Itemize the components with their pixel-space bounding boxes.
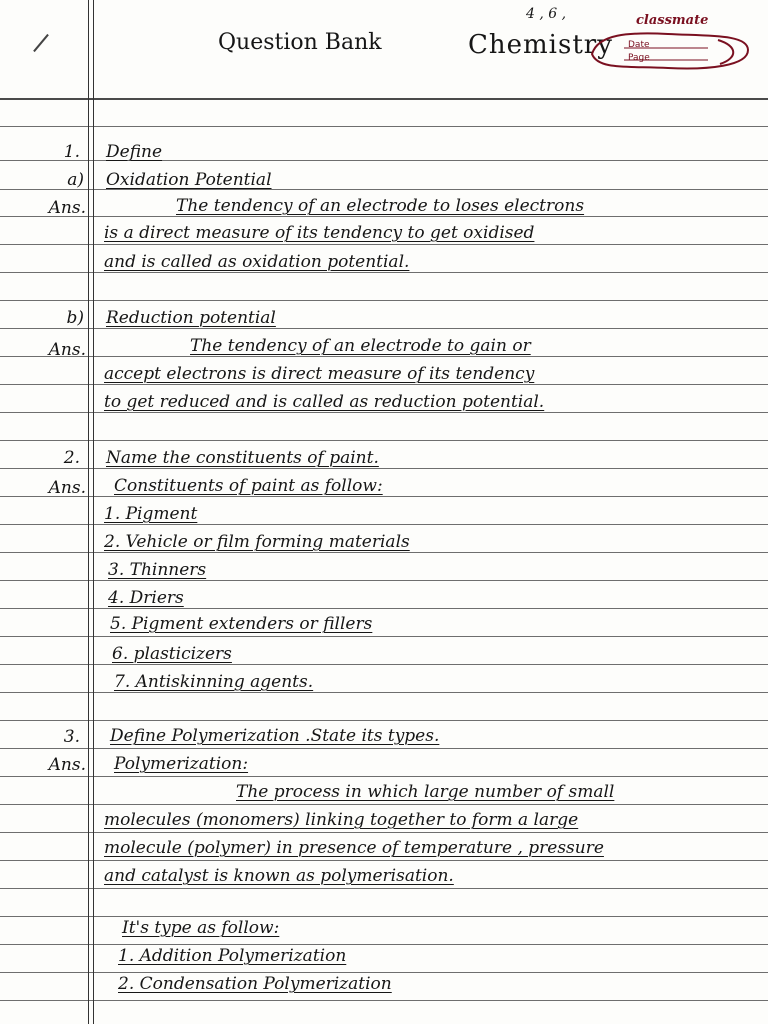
answer-intro: Constituents of paint as follow: [114, 476, 383, 496]
ruled-line [0, 580, 768, 581]
ruled-line [0, 720, 768, 721]
ruled-line [0, 440, 768, 441]
corner-note: 4 , 6 , [526, 6, 567, 22]
ruled-line [0, 412, 768, 413]
answer-line: and catalyst is known as polymerisation. [104, 866, 454, 886]
answer-label: Ans. [48, 478, 86, 498]
pen-mark [33, 34, 49, 52]
ruled-line [0, 860, 768, 861]
ruled-line [0, 916, 768, 917]
ruled-line [0, 216, 768, 217]
ruled-line [0, 496, 768, 497]
answer-line: accept electrons is direct measure of its tendency [104, 364, 535, 384]
answer-label: Ans. [48, 755, 86, 775]
brand-name: classmate [636, 13, 709, 28]
types-intro: It's type as follow: [122, 918, 280, 938]
classmate-logo [588, 28, 752, 74]
answer-line: The tendency of an electrode to loses electrons [176, 196, 585, 216]
part-label: a) [67, 170, 84, 190]
ruled-line [0, 944, 768, 945]
ruled-line [0, 804, 768, 805]
subject-title: Chemistry [468, 30, 613, 60]
question-number: 3. [63, 727, 80, 747]
ruled-line [0, 832, 768, 833]
ruled-line [0, 272, 768, 273]
header-rule [0, 98, 768, 100]
page-label: Page [628, 53, 650, 63]
margin-line [93, 0, 94, 1024]
term-heading: Oxidation Potential [106, 170, 272, 190]
list-item: 3. Thinners [108, 560, 207, 580]
answer-line: The process in which large number of small [236, 782, 615, 802]
ruled-line [0, 244, 768, 245]
answer-line: and is called as oxidation potential. [104, 252, 410, 272]
ruled-line [0, 384, 768, 385]
ruled-line [0, 356, 768, 357]
question-text: Name the constituents of paint. [106, 448, 379, 468]
ruled-line [0, 552, 768, 553]
part-label: b) [66, 308, 84, 328]
ruled-line [0, 300, 768, 301]
ruled-line [0, 328, 768, 329]
question-number: 1. [63, 142, 80, 162]
list-item: 1. Addition Polymerization [118, 946, 347, 966]
ruled-line [0, 608, 768, 609]
list-item: 4. Driers [108, 588, 184, 608]
ruled-line [0, 972, 768, 973]
list-item: 6. plasticizers [112, 644, 232, 664]
ruled-line [0, 748, 768, 749]
term-heading: Polymerization: [114, 754, 249, 774]
margin-line [88, 0, 89, 1024]
answer-label: Ans. [48, 340, 86, 360]
page-title: Question Bank [218, 30, 382, 55]
answer-line: molecules (monomers) linking together to form a large [104, 810, 579, 830]
ruled-line [0, 636, 768, 637]
list-item: 5. Pigment extenders or fillers [110, 614, 373, 634]
answer-label: Ans. [48, 198, 86, 218]
answer-line: molecule (polymer) in presence of temperature , pressure [104, 838, 604, 858]
ruled-line [0, 888, 768, 889]
list-item: 7. Antiskinning agents. [114, 672, 314, 692]
question-text: Define Polymerization .State its types. [110, 726, 440, 746]
ruled-line [0, 776, 768, 777]
ruled-line [0, 126, 768, 127]
list-item: 2. Condensation Polymerization [118, 974, 392, 994]
question-number: 2. [63, 448, 80, 468]
list-item: 1. Pigment [104, 504, 198, 524]
ruled-line [0, 664, 768, 665]
date-label: Date [628, 40, 650, 50]
question-text: Define [106, 142, 163, 162]
ruled-line [0, 524, 768, 525]
ruled-line [0, 692, 768, 693]
term-heading: Reduction potential [106, 308, 276, 328]
list-item: 2. Vehicle or film forming materials [104, 532, 410, 552]
ruled-line [0, 1000, 768, 1001]
ruled-line [0, 468, 768, 469]
answer-line: The tendency of an electrode to gain or [190, 336, 531, 356]
answer-line: to get reduced and is called as reduction potential. [104, 392, 545, 412]
answer-line: is a direct measure of its tendency to get oxidised [104, 223, 535, 243]
